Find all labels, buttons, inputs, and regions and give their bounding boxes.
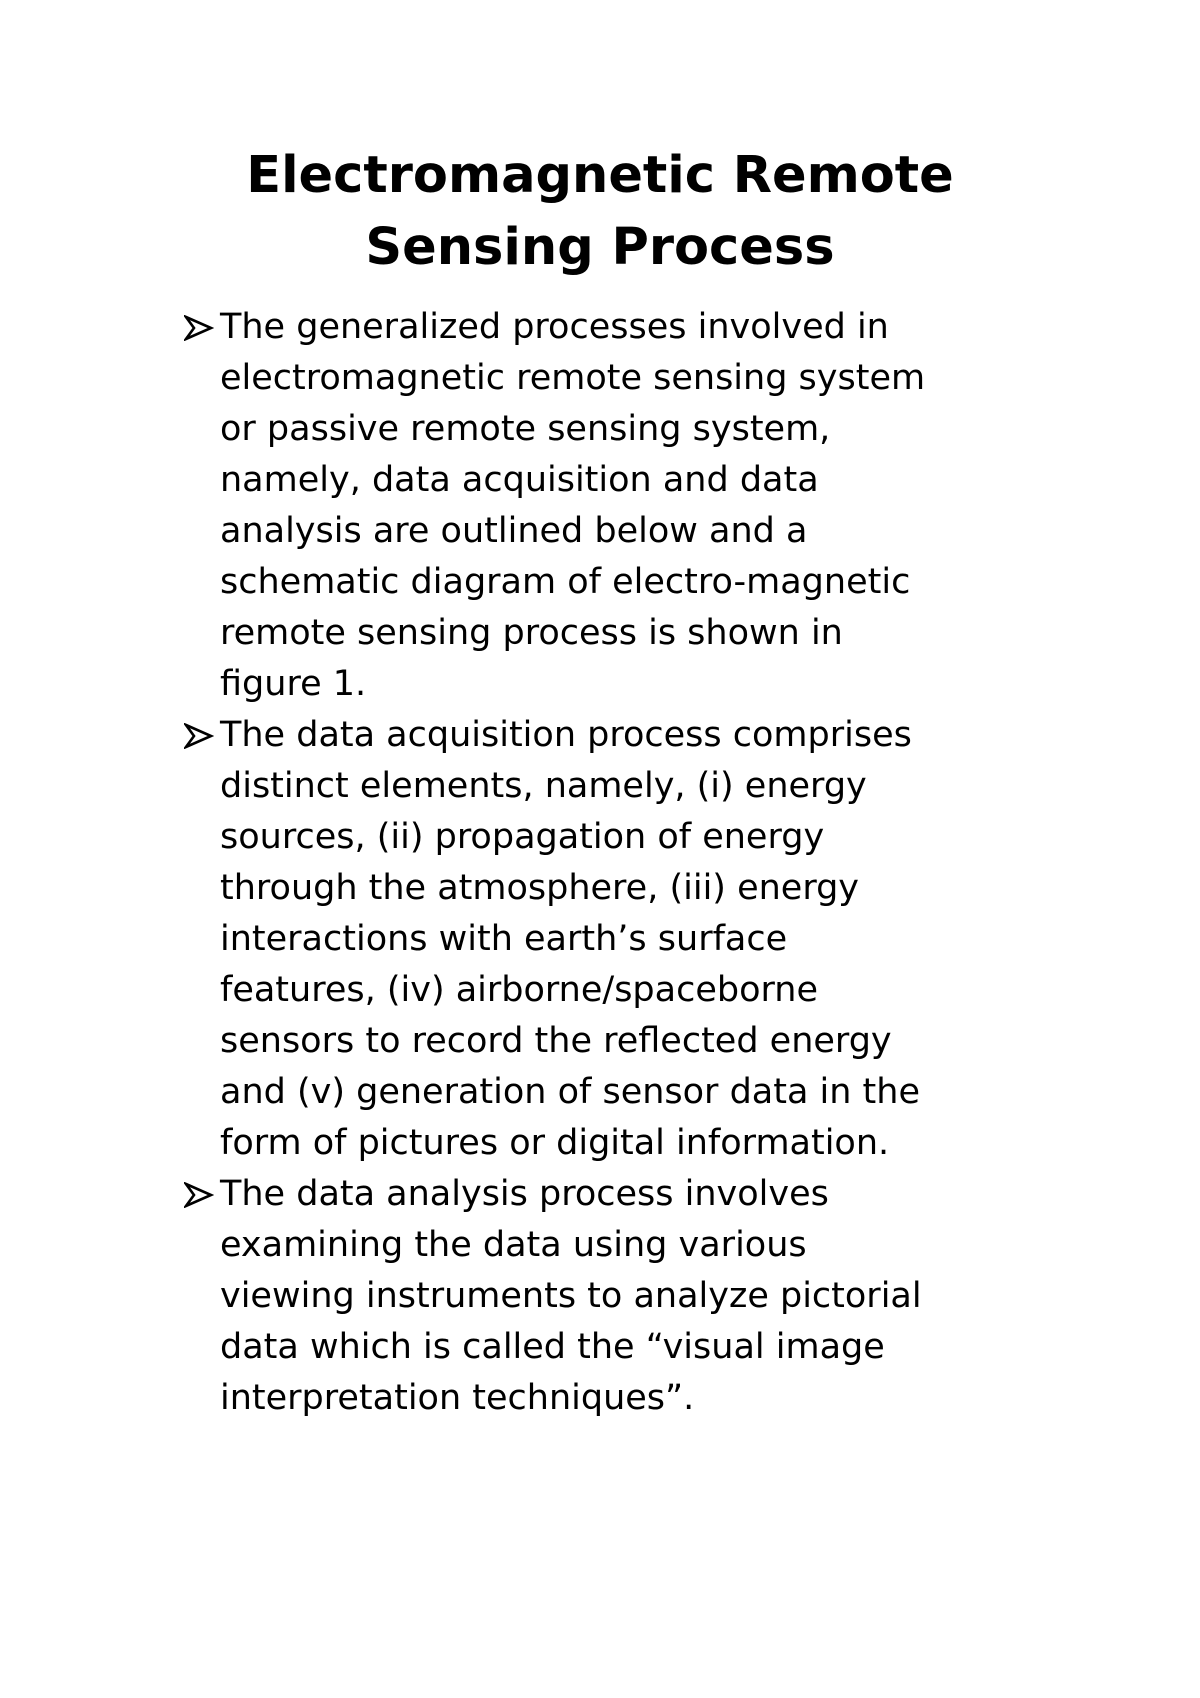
arrowhead-bullet-icon [182, 1169, 216, 1220]
bullet-line: features, (iv) airborne/spaceborne [220, 970, 818, 1010]
bullet-line: data which is called the “visual image [220, 1327, 885, 1367]
bullet-line: distinct elements, namely, (i) energy [220, 766, 867, 806]
bullet-list [182, 302, 1062, 1424]
bullet-text [220, 302, 1062, 710]
title-line: Sensing Process [365, 218, 835, 277]
bullet-line: analysis are outlined below and a [220, 511, 808, 551]
bullet-line: sensors to record the reflected energy [220, 1021, 892, 1061]
bullet-line: and (v) generation of sensor data in the [220, 1072, 920, 1112]
bullet-line: through the atmosphere, (iii) energy [220, 868, 860, 908]
arrowhead-bullet-icon [182, 302, 216, 353]
bullet-text [220, 710, 1062, 1169]
bullet-item [182, 1169, 1062, 1424]
bullet-line: The data analysis process involves [220, 1174, 829, 1214]
bullet-line: electromagnetic remote sensing system [220, 358, 926, 398]
bullet-line: examining the data using various [220, 1225, 807, 1265]
bullet-line: interpretation techniques”. [220, 1378, 695, 1418]
bullet-line: schematic diagram of electro-magnetic [220, 562, 911, 602]
bullet-line: The generalized processes involved in [220, 307, 889, 347]
bullet-line: viewing instruments to analyze pictorial [220, 1276, 922, 1316]
bullet-line: namely, data acquisition and data [220, 460, 819, 500]
bullet-text [220, 1169, 1062, 1424]
bullet-item [182, 710, 1062, 1169]
page-title [160, 140, 1040, 284]
title-line: Electromagnetic Remote [246, 146, 954, 205]
bullet-line: figure 1. [220, 664, 367, 704]
bullet-item [182, 302, 1062, 710]
bullet-line: remote sensing process is shown in [220, 613, 843, 653]
bullet-line: sources, (ii) propagation of energy [220, 817, 825, 857]
bullet-line: form of pictures or digital information. [220, 1123, 890, 1163]
arrowhead-bullet-icon [182, 710, 216, 761]
bullet-line: or passive remote sensing system, [220, 409, 831, 449]
bullet-line: interactions with earth’s surface [220, 919, 788, 959]
bullet-line: The data acquisition process comprises [220, 715, 912, 755]
